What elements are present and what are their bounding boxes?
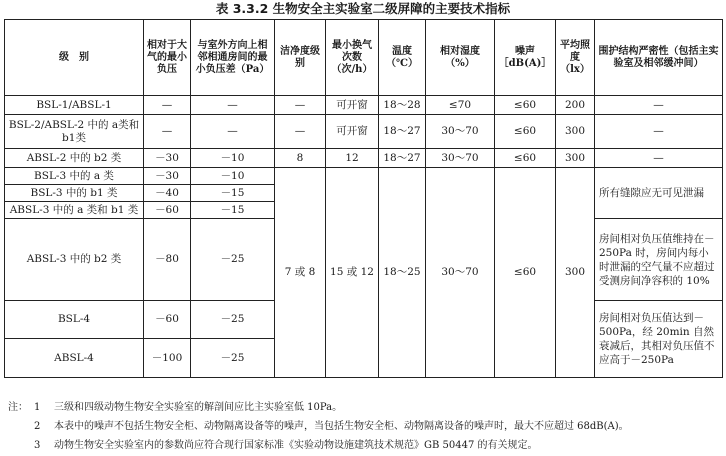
header-adj-room: 与室外方向上相邻相通房间的最小负压差（Pa） [191, 20, 275, 96]
cell-rel-atm: －60 [144, 202, 191, 219]
note-number: 1 [34, 402, 41, 413]
note-number: 2 [34, 421, 41, 432]
cell-rel-atm: －80 [144, 219, 191, 301]
cell-rel-atm: －30 [144, 168, 191, 185]
cell-illum: 200 [556, 96, 595, 115]
cell-level: ABSL-3 中的 a 类和 b1 类 [5, 202, 144, 219]
spec-table [4, 19, 723, 378]
cell-noise: ≤60 [495, 96, 556, 115]
cell-tight-absl3b2: 房间相对负压值维持在－250Pa 时，房间内每小时泄漏的空气量不应超过受测房间净容积的 10% [595, 219, 723, 301]
cell-air: 12 [326, 149, 379, 168]
cell-rel-atm: — [144, 115, 191, 149]
header-humidity: 相对湿度（%） [426, 20, 495, 96]
note-text: 本表中的噪声不包括生物安全柜、动物隔离设备等的噪声，当包括生物安全柜、动物隔离设备的噪声时，最大不应超过 68dB(A)。 [54, 421, 629, 432]
cell-rel-atm: －100 [144, 339, 191, 378]
cell-illum-merged: 300 [556, 168, 595, 378]
cell-clean: 8 [275, 149, 326, 168]
header-air-change: 最小换气次数（次/h） [326, 20, 379, 96]
cell-level: BSL-4 [5, 301, 144, 339]
table-row [5, 149, 723, 168]
cell-clean: — [275, 115, 326, 149]
header-illum: 平均照度（lx） [556, 20, 595, 96]
header-noise: 噪声［dB(A)］ [495, 20, 556, 96]
cell-temp: 18～27 [379, 149, 426, 168]
note-item [8, 398, 722, 417]
cell-temp: 18～28 [379, 96, 426, 115]
cell-hum-merged: 30～70 [426, 168, 495, 378]
note-item [8, 417, 722, 436]
cell-tight-bsl4: 房间相对负压值达到－500Pa，经 20min 自然衰减后，其相对负压值不应高于－250Pa [595, 301, 723, 378]
cell-clean: — [275, 96, 326, 115]
cell-rel-atm: －40 [144, 185, 191, 202]
cell-adj: －25 [191, 219, 275, 301]
note-item [8, 436, 722, 455]
cell-temp: 18～27 [379, 115, 426, 149]
header-tightness: 围护结构严密性（包括主实验室及相邻缓冲间） [595, 20, 723, 96]
cell-hum: 30～70 [426, 115, 495, 149]
cell-hum: 30～70 [426, 149, 495, 168]
cell-tight-bsl3: 所有缝隙应无可见泄漏 [595, 168, 723, 219]
cell-temp-merged: 18～25 [379, 168, 426, 378]
note-text: 动物生物安全实验室内的参数尚应符合现行国家标准《实验动物设施建筑技术规范》GB 50447 的有关规定。 [54, 440, 538, 451]
cell-illum: 300 [556, 115, 595, 149]
cell-air: 可开窗 [326, 96, 379, 115]
notes-section [8, 398, 722, 455]
cell-level: ABSL-3 中的 b2 类 [5, 219, 144, 301]
cell-noise: ≤60 [495, 115, 556, 149]
cell-tight: — [595, 96, 723, 115]
cell-level: BSL-3 中的 a 类 [5, 168, 144, 185]
cell-adj: －15 [191, 185, 275, 202]
cell-illum: 300 [556, 149, 595, 168]
cell-hum: ≤70 [426, 96, 495, 115]
cell-tight: — [595, 115, 723, 149]
cell-air-merged: 15 或 12 [326, 168, 379, 378]
cell-rel-atm: －60 [144, 301, 191, 339]
cell-air: 可开窗 [326, 115, 379, 149]
cell-noise-merged: ≤60 [495, 168, 556, 378]
cell-adj: －10 [191, 168, 275, 185]
table-row [5, 115, 723, 149]
cell-clean-merged: 7 或 8 [275, 168, 326, 378]
cell-level: ABSL-2 中的 b2 类 [5, 149, 144, 168]
cell-level: ABSL-4 [5, 339, 144, 378]
header-level: 级 别 [5, 20, 144, 96]
cell-tight: — [595, 149, 723, 168]
header-temp: 温度（℃） [379, 20, 426, 96]
header-rel-atm: 相对于大气的最小负压 [144, 20, 191, 96]
cell-rel-atm: －30 [144, 149, 191, 168]
table-row [5, 168, 723, 185]
header-row [5, 20, 723, 96]
cell-adj: －10 [191, 149, 275, 168]
table-title: 表 3.3.2 生物安全主实验室二级屏障的主要技术指标 [215, 1, 511, 16]
cell-level: BSL-2/ABSL-2 中的 a类和 b1类 [5, 115, 144, 149]
cell-rel-atm: — [144, 96, 191, 115]
cell-level: BSL-3 中的 b1 类 [5, 185, 144, 202]
cell-level: BSL-1/ABSL-1 [5, 96, 144, 115]
header-clean: 洁净度级别 [275, 20, 326, 96]
cell-adj: －25 [191, 301, 275, 339]
notes-label: 注： [8, 402, 28, 413]
cell-adj: — [191, 96, 275, 115]
cell-adj: — [191, 115, 275, 149]
note-text: 三级和四级动物生物安全实验室的解剖间应比主实验室低 10Pa。 [54, 402, 343, 413]
cell-noise: ≤60 [495, 149, 556, 168]
cell-adj: －25 [191, 339, 275, 378]
cell-adj: －15 [191, 202, 275, 219]
table-row [5, 96, 723, 115]
note-number: 3 [34, 440, 41, 451]
